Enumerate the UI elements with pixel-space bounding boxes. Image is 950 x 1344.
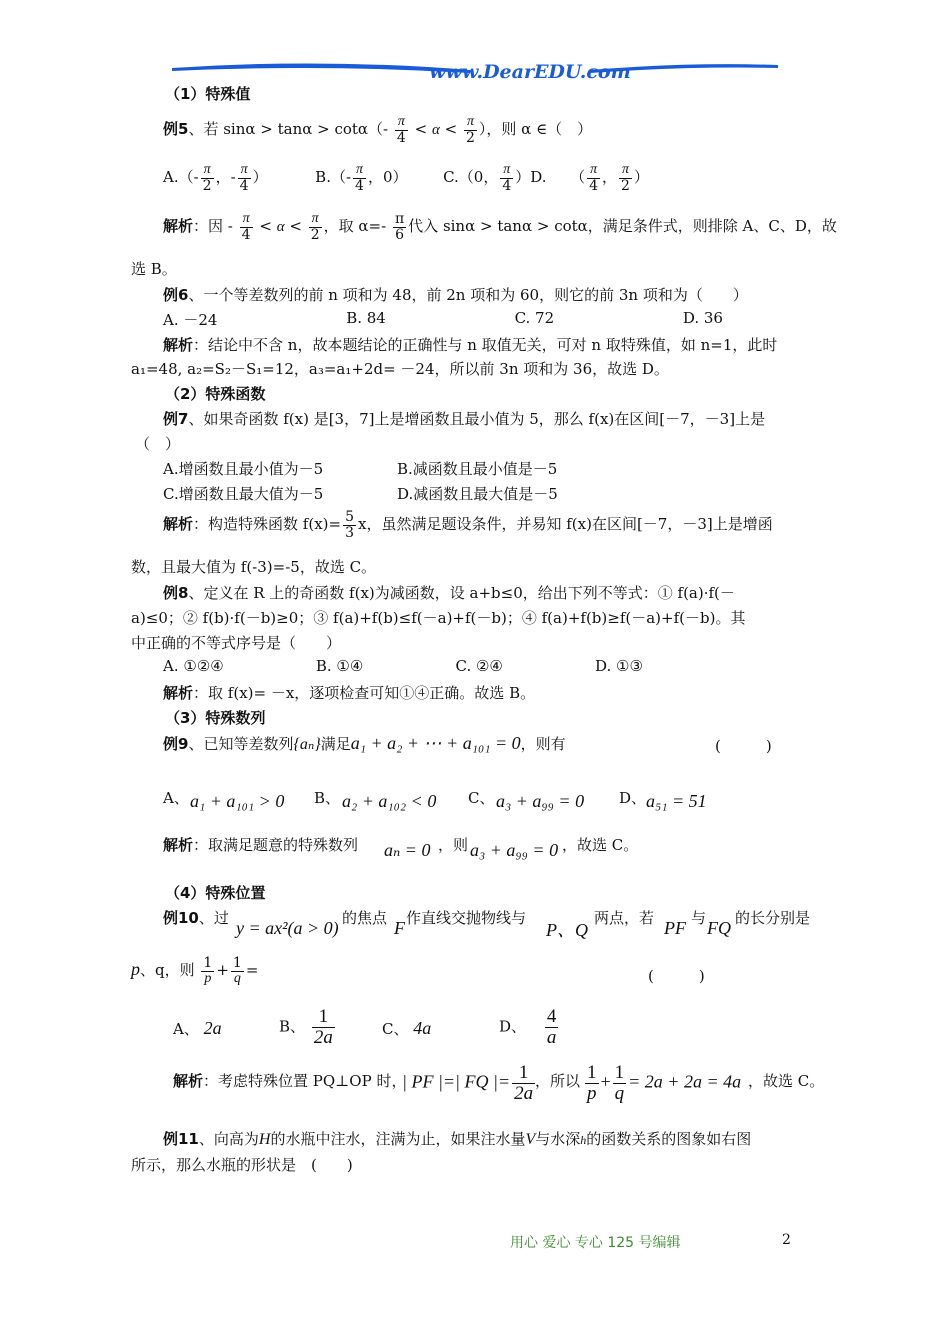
example-11-question-cont: 所示，那么水瓶的形状是 ( ) [131,1156,353,1174]
example-9-option-b-math: a₂ + a₁₀₂ < 0 [342,791,437,811]
example-10-option-c: C、 4a [382,1018,432,1038]
example-10-q-e: 与 [691,909,707,927]
option-b: B. ①④ [315,657,364,675]
option-a: A. ①②④ [163,657,224,675]
option-a: A.（- $\frac{\pi}{2}$ ，- $\frac{\pi}{4}$ ） [163,162,268,194]
example-5-question: 例5、若 sinα > tanα > cotα（- $\frac{\pi}{4}$ < α < $\frac{\pi}{2}$ ），则 α ∈（ ） [163,114,593,146]
example-8-question: 例8、定义在 R 上的奇函数 f(x)为减函数，设 a+b≤0，给出下列不等式：① f(a)·f(－ [163,584,735,602]
example-6-options [163,309,723,330]
example-9-option-b: B、 [314,789,341,807]
option-c: C. 72 [514,309,555,327]
example-8-question-line3: 中正确的不等式序号是（ ） [131,634,342,652]
example-7-question: 例7、如果奇函数 f(x) 是[3，7]上是增函数且最小值为 5，那么 f(x)在区间[－7，－3]上是 [163,410,766,428]
footer-text: 用心 爱心 专心 125 号编辑 [510,1235,681,1251]
example-10-option-a: A、 2a [173,1018,222,1038]
example-6-solution-cont: a₁=48, a₂=S₂－S₁=12，a₃=a₁+2d= －24，所以前 3n 项和为 36，故选 D。 [131,360,669,378]
option-a: A. －24 [163,311,218,329]
example-5-solution-cont: 选 B。 [131,260,177,278]
example-10-q-d: 两点，若 [594,909,655,927]
example-8-question-line2: a)≤0；② f(b)·f(－b)≥0；③ f(a)+f(b)≤f(－a)+f(－b)；④ f(a)+f(b)≥f(－a)+f(－b)。其 [131,609,746,627]
example-9-solution: 解析：取满足题意的特殊数列 [163,836,359,854]
example-10-solution-math-1: | PF |=| FQ |= $\frac{1}{2a}$ [402,1062,534,1104]
example-10-question: 例10、过 [163,909,229,927]
example-6-solution: 解析：结论中不含 n，故本题结论的正确性与 n 取值无关，可对 n 取特殊值，如 n=1，此时 [163,336,778,354]
option-b: B. 84 [346,309,386,327]
example-10-q-c: 作直线交抛物线与 [406,909,527,927]
example-9-option-a-math: a₁ + a₁₀₁ > 0 [190,791,285,811]
example-10-q-b: 的焦点 [342,909,388,927]
example-7-option-b: B.减函数且最小值是－5 [397,460,558,478]
example-7-question-cont: （ ） [135,435,181,453]
option-d: D. 36 [682,309,723,327]
page-number: 2 [782,1232,791,1248]
example-6-question: 例6、一个等差数列的前 n 项和为 48，前 2n 项和为 60，则它的前 3n 项和为（ ） [163,286,748,304]
header-logo [170,56,780,92]
example-7-option-d: D.减函数且最大值是－5 [397,485,558,503]
example-9-solution-end: ，故选 C。 [562,836,639,854]
example-9-solution-mid: ，则 [438,836,469,854]
example-10-answer-paren: ( ) [648,967,705,985]
example-10-focus: F [394,918,405,938]
example-7-solution-cont: 数，且最大值为 f(-3)=-5，故选 C。 [131,558,377,576]
example-9-option-c-math: a₃ + a₉₉ = 0 [496,791,585,811]
example-10-curve: y = ax²(a > 0) [236,918,339,938]
example-7-option-a: A.增函数且最小值为－5 [163,460,324,478]
section-heading-special-position: （4）特殊位置 [165,884,266,902]
section-heading-special-function: （2）特殊函数 [165,385,266,403]
section-heading-special-sequence: （3）特殊数列 [165,709,266,727]
example-10-solution-math-2: $\frac{1}{p}$ + $\frac{1}{q}$ = 2a + 2a = 4a [587,1062,742,1104]
option-d: （ $\frac{\pi}{4}$ ， $\frac{\pi}{2}$ ） [570,162,649,194]
example-10-option-b: B、 $\frac{1}{2a}$ [279,1006,333,1048]
example-8-options [163,657,643,675]
example-8-solution: 解析：取 f(x)= －x，逐项检查可知①④正确。故选 B。 [163,684,536,702]
example-5-solution: 解析：因 - $\frac{\pi}{4}$ < α < $\frac{\pi}{2}$ ，取 α=- $\frac{\pi}{6}$ 代入 sinα > tanα > cotα，满足条件式，则排除 A、C、D，故 [163,211,837,243]
example-9-answer-paren: ( ) [715,737,772,755]
example-9-solution-math-2: a₃ + a₉₉ = 0 [470,840,559,860]
example-11-question: 例11、向高为H的水瓶中注水，注满为止，如果注水量V与水深h的函数关系的图象如右图 [163,1130,752,1148]
example-5-options [163,163,649,193]
section-heading-special-value: （1）特殊值 [165,85,251,103]
option-b: B.（- $\frac{\pi}{4}$ ，0） [315,162,408,194]
example-9-option-c: C、 [468,789,495,807]
option-d: D. ①③ [595,657,643,675]
example-10-option-d: D、 $\frac{4}{a}$ [499,1006,557,1048]
example-10-solution-mid: ，所以 [535,1072,581,1090]
example-10-q-f: 的长分别是 [735,909,811,927]
option-c: C. ②④ [455,657,503,675]
example-10-solution-end: ，故选 C。 [748,1072,825,1090]
example-7-option-c: C.增函数且最大值为－5 [163,485,324,503]
option-c: C.（0， $\frac{\pi}{4}$ ）D. [443,162,547,194]
example-9-question: 例9、已知等差数列{aₙ}满足a₁ + a₂ + ⋯ + a₁₀₁ = 0，则有 [163,733,566,753]
example-9-option-a: A、 [163,789,189,807]
example-9-solution-math-1: aₙ = 0 [384,840,431,860]
example-9-option-d: D、 [619,789,647,807]
example-10-question-line2: p、q，则 $\frac{1}{p}$ + $\frac{1}{q}$ = [131,955,259,986]
example-10-solution: 解析：考虑特殊位置 PQ⊥OP 时， [173,1072,407,1090]
example-9-option-d-math: a₅₁ = 51 [646,791,707,811]
example-7-solution: 解析：构造特殊函数 f(x)= $\frac{5}{3}$ x，虽然满足题设条件，并易知 f(x)在区间[－7，－3]上是增函 [163,509,773,541]
site-name: www.DearEDU.com [429,61,631,83]
example-10-fq: FQ [707,918,731,938]
example-10-pf: PF [664,918,686,938]
example-10-points: P、Q [546,920,588,940]
